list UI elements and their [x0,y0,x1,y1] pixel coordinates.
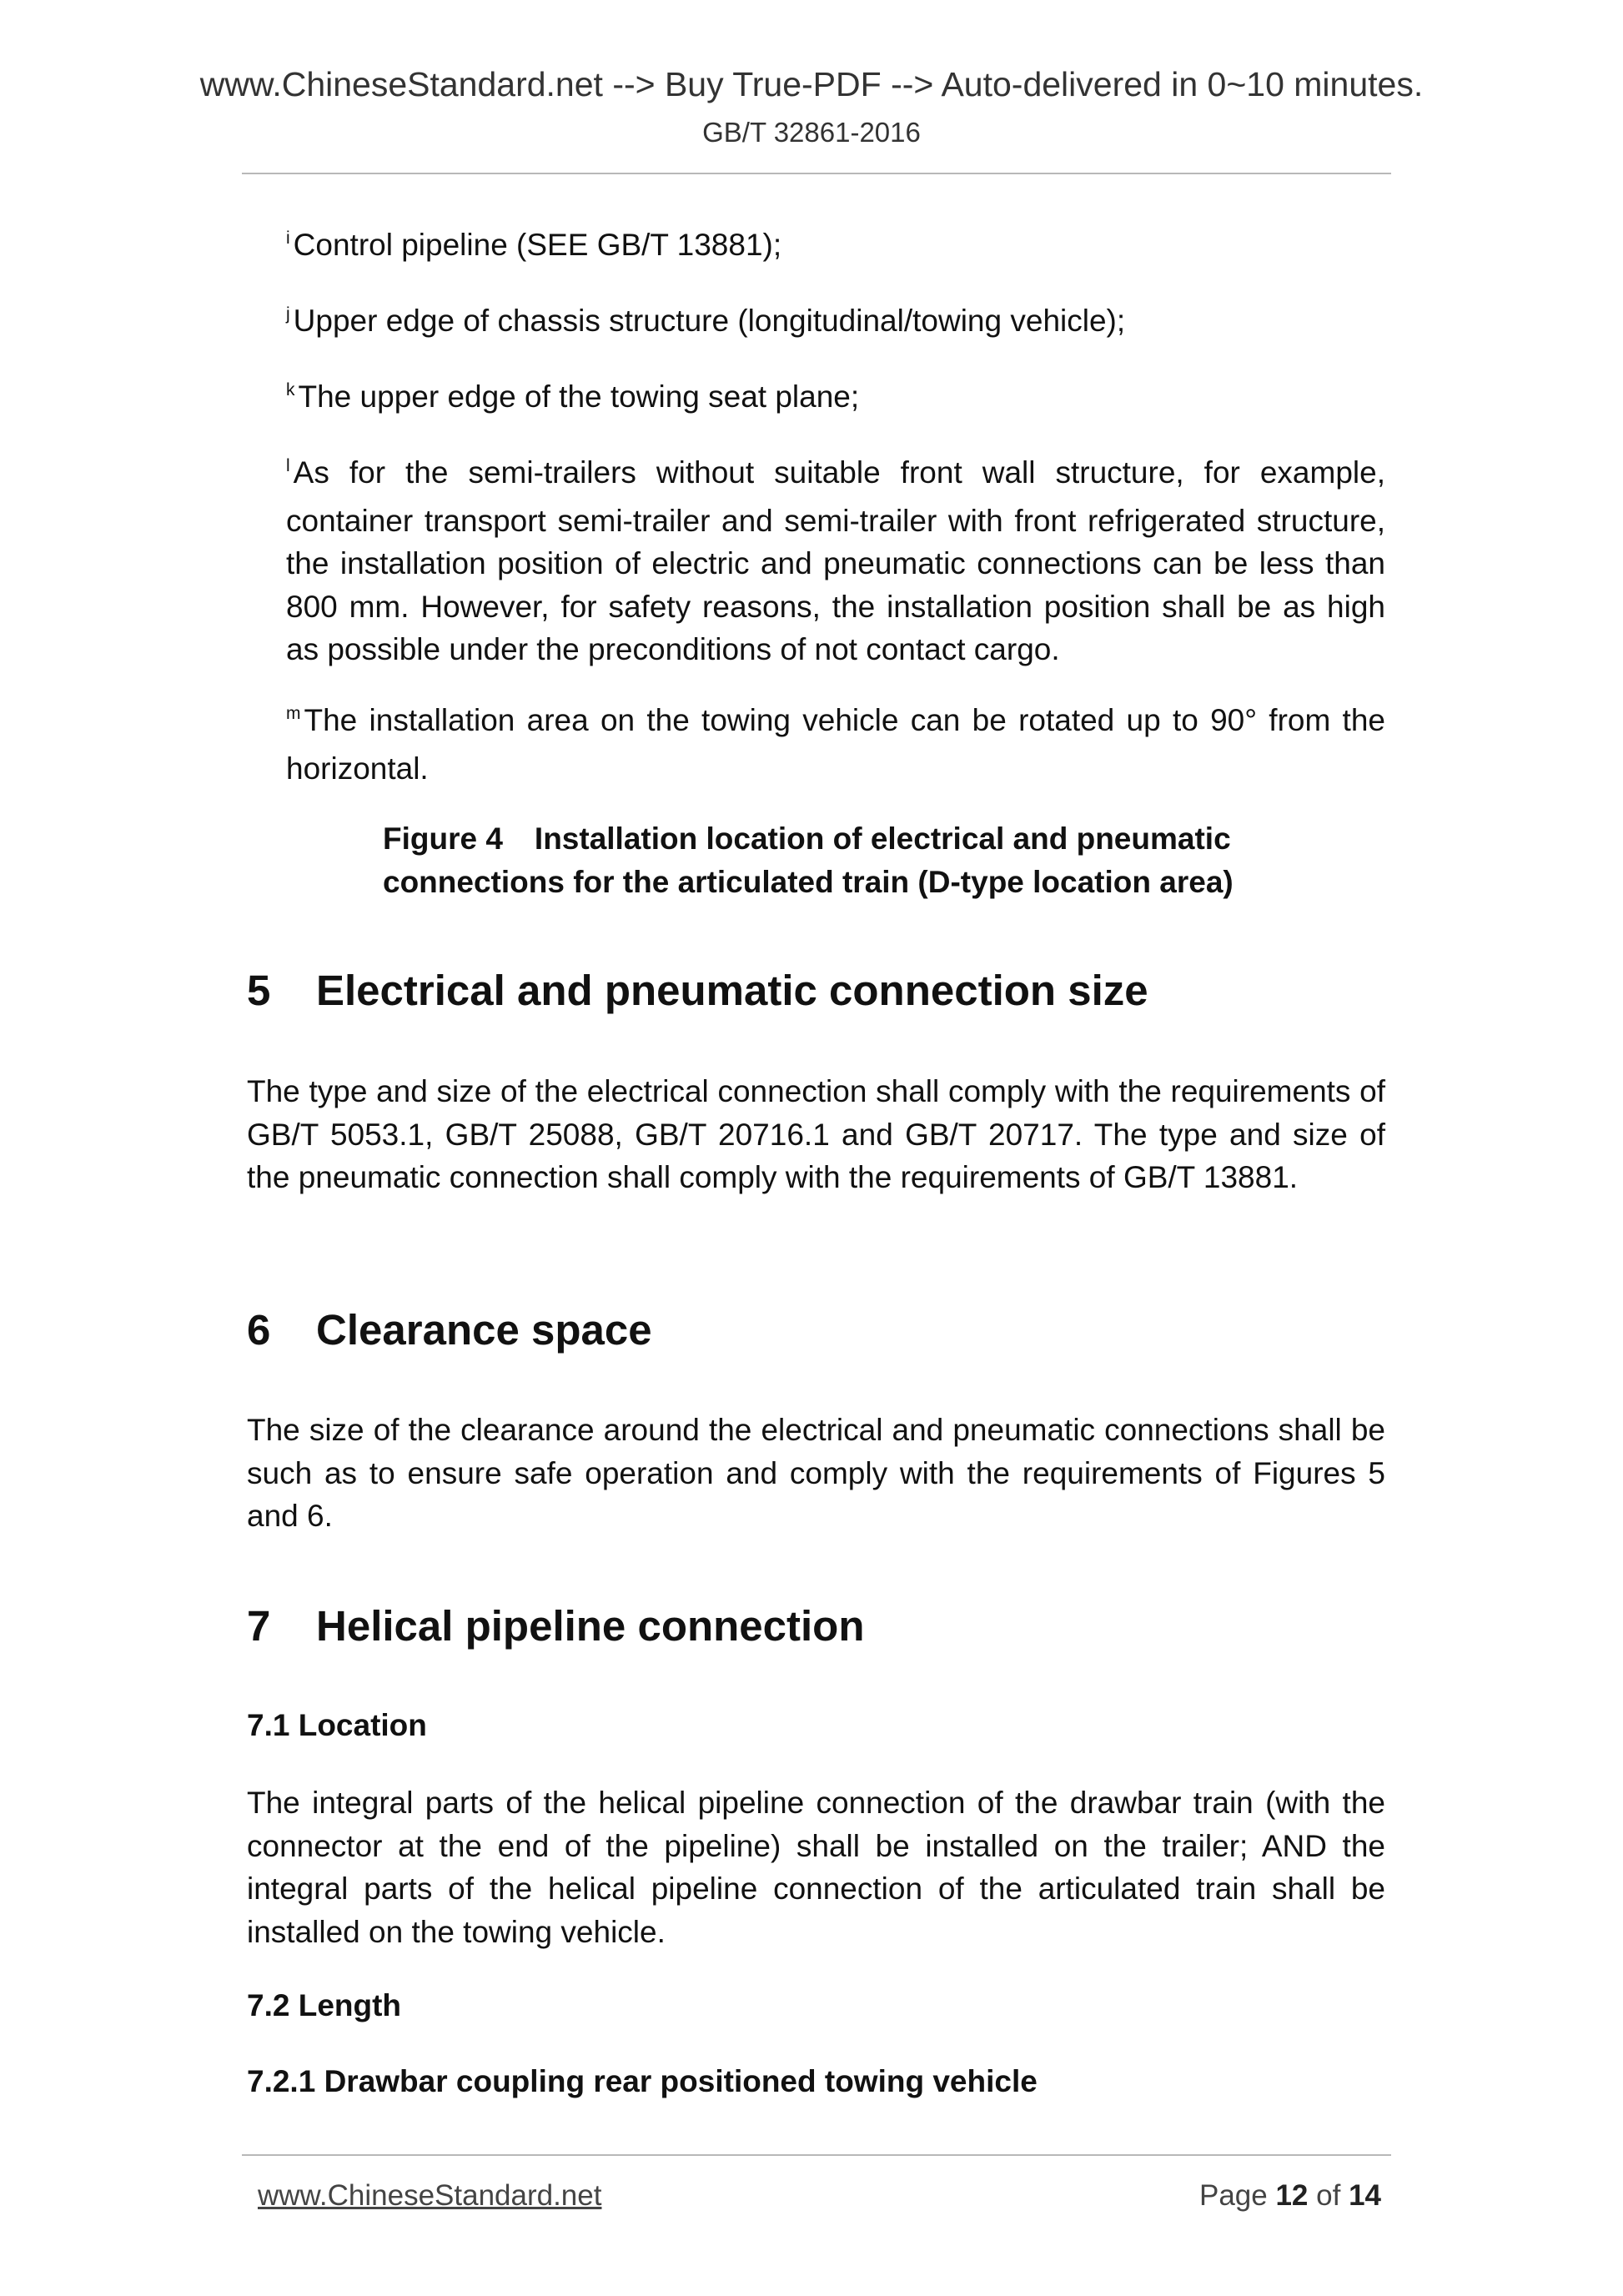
note-mark: l [286,456,290,475]
note-text: As for the semi-trailers without suitable front wall structure, for example, container transport semi-trailer and semi-trailer with front refrigerated structure, the installation position of electric and pneumatic connections can be less than 800 mm. However, for safety reasons, the installation position shall be as high as possible under the preconditions of not contact cargo. [286,455,1385,666]
note-mark: k [286,380,295,399]
note-k [286,375,1385,424]
section-title: Clearance space [316,1306,652,1354]
section-7-heading [247,1601,864,1650]
note-j [286,299,1385,348]
figure-caption-line2: connections for the articulated train (D-type location area) [383,864,1234,899]
note-i [286,224,1385,272]
subsection-7-2-heading: 7.2 Length [247,1988,402,2022]
section-title: Electrical and pneumatic connection size [316,967,1148,1014]
section-5-heading [247,966,1148,1015]
section-6-heading [247,1305,652,1354]
section-5-body: The type and size of the electrical connection shall comply with the requirements of GB/T 5053.1, GB/T 25088, GB/T 20716.1 and GB/T 20717. The type and size of the pneumatic connection shall comply with the requirements of GB/T 13881. [247,1074,1385,1194]
of-label: of [1316,2179,1341,2212]
section-number: 6 [247,1306,271,1354]
figure-caption [383,817,1384,903]
page-label: Page [1198,2179,1268,2212]
note-mark: m [286,704,301,723]
header-banner: www.ChineseStandard.net --> Buy True-PDF --> Auto-delivered in 0~10 minutes. [199,65,1424,103]
section-title: Helical pipeline connection [316,1602,865,1650]
page-total: 14 [1349,2179,1381,2212]
note-text: Control pipeline (SEE GB/T 13881); [293,228,782,262]
footer-divider [242,2154,1391,2156]
note-text: Upper edge of chassis structure (longitudinal/towing vehicle); [293,304,1126,338]
subsection-7-1-body: The integral parts of the helical pipeline connection of the drawbar train (with the connector at the end of the pipeline) shall be installed on the trailer; AND the integral parts of the helical pipeline connection of the articulated train shall be installed on the towing vehicle. [247,1786,1385,1949]
figure-caption-line1: Installation location of electrical and pneumatic [534,821,1231,856]
section-number: 7 [247,1602,271,1650]
note-text: The upper edge of the towing seat plane; [298,379,860,414]
section-number: 5 [247,967,271,1014]
subsection-7-2-1-heading: 7.2.1 Drawbar coupling rear positioned towing vehicle [247,2064,1038,2098]
figure-number: Figure 4 [383,821,503,856]
footer-site-link[interactable]: www.ChineseStandard.net [258,2179,602,2212]
note-mark: j [286,304,290,324]
note-text: The installation area on the towing vehicle can be rotated up to 90° from the horizontal. [286,703,1385,786]
note-mark: i [286,229,290,248]
subsection-7-1-heading: 7.1 Location [247,1708,427,1742]
page-number: 12 [1275,2179,1309,2212]
standard-code: GB/T 32861-2016 [702,117,921,148]
section-6-body: The size of the clearance around the electrical and pneumatic connections shall be such as to ensure safe operation and comply with the requirements of Figures 5 and 6. [247,1413,1385,1533]
note-l [286,451,1385,671]
note-m [286,699,1385,790]
header-divider [242,173,1391,174]
page-indicator [1199,2179,1381,2213]
